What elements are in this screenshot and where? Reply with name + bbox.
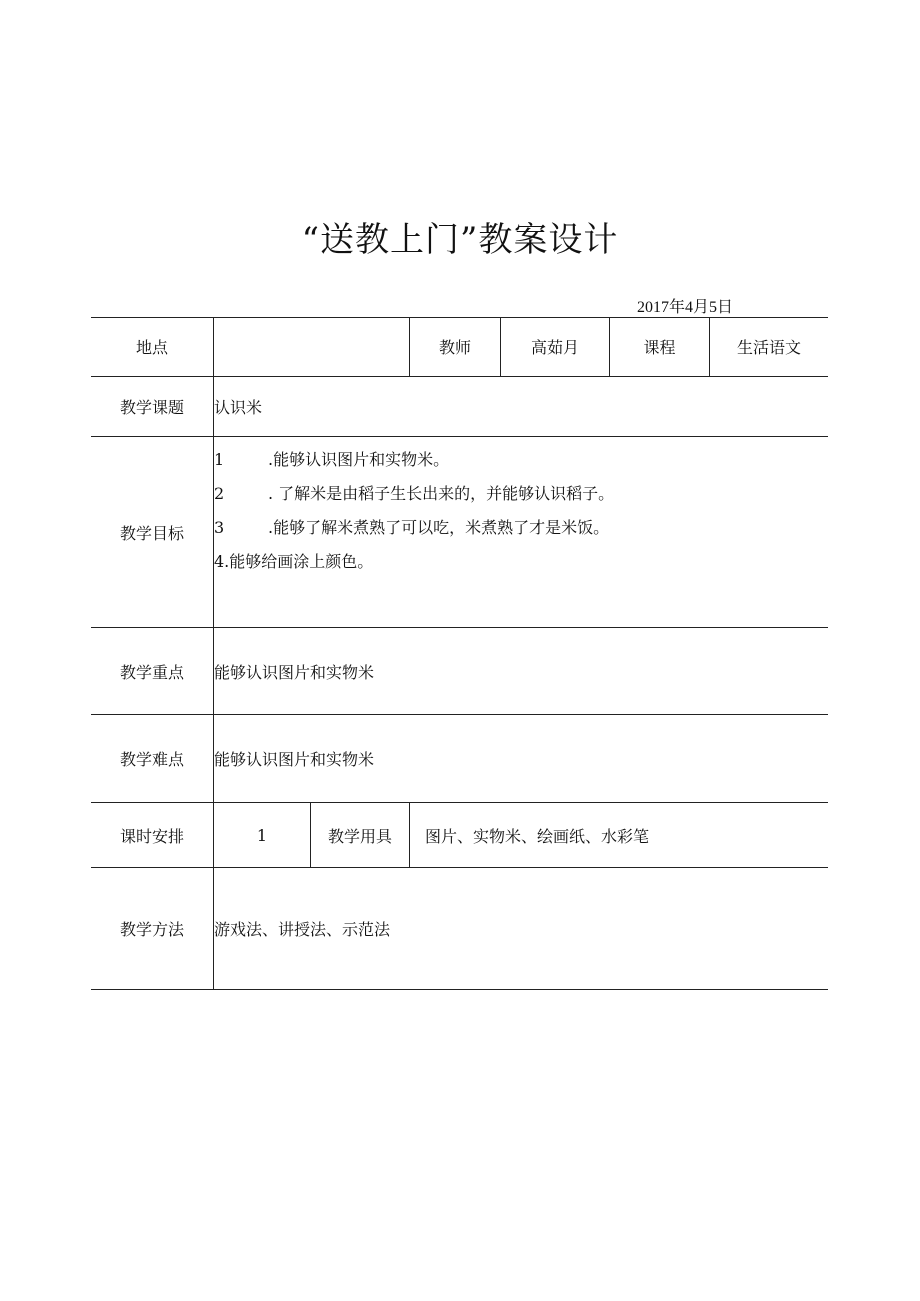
objective-number: 3 <box>214 518 225 537</box>
objective-number: 2 <box>214 484 225 503</box>
objective-item <box>214 549 373 572</box>
table-border-bottom <box>91 989 828 990</box>
date: 2017年4月5日 <box>637 299 734 316</box>
objective-text: 4.能够给画涂上颜色。 <box>214 552 374 571</box>
objective-number: 1 <box>214 450 225 469</box>
difficulty-label: 教学难点 <box>119 750 184 769</box>
location-value <box>214 317 409 376</box>
schedule-value: 1 <box>256 825 268 845</box>
objective-text: .能够了解米煮熟了可以吃，米煮熟了才是米饭。 <box>268 518 610 537</box>
objective-item <box>214 447 449 470</box>
objective-item <box>214 481 614 504</box>
objective-text: . 了解米是由稻子生长出来的，并能够认识稻子。 <box>268 484 615 503</box>
course-label: 课程 <box>643 338 676 357</box>
objective-item <box>214 515 609 538</box>
topic-value: 认识米 <box>214 398 263 417</box>
tools-label: 教学用具 <box>327 826 392 846</box>
teacher-label: 教师 <box>438 338 471 357</box>
topic-label: 教学课题 <box>119 398 184 417</box>
key-point-value: 能够认识图片和实物米 <box>214 662 375 682</box>
method-label: 教学方法 <box>119 920 184 939</box>
key-point-label: 教学重点 <box>119 662 184 682</box>
objective-text: .能够认识图片和实物米。 <box>268 450 450 469</box>
course-value: 生活语文 <box>736 338 801 357</box>
tools-value: 图片、实物米、绘画纸、水彩笔 <box>425 826 650 846</box>
method-value: 游戏法、讲授法、示范法 <box>214 920 391 939</box>
table-column-rule <box>409 802 410 868</box>
location-label: 地点 <box>135 338 168 357</box>
page-title: “送教上门”教案设计 <box>301 220 619 260</box>
objectives-label: 教学目标 <box>119 523 184 543</box>
difficulty-value: 能够认识图片和实物米 <box>214 750 375 769</box>
teacher-value: 高茹月 <box>530 338 579 357</box>
schedule-label: 课时安排 <box>119 826 184 846</box>
